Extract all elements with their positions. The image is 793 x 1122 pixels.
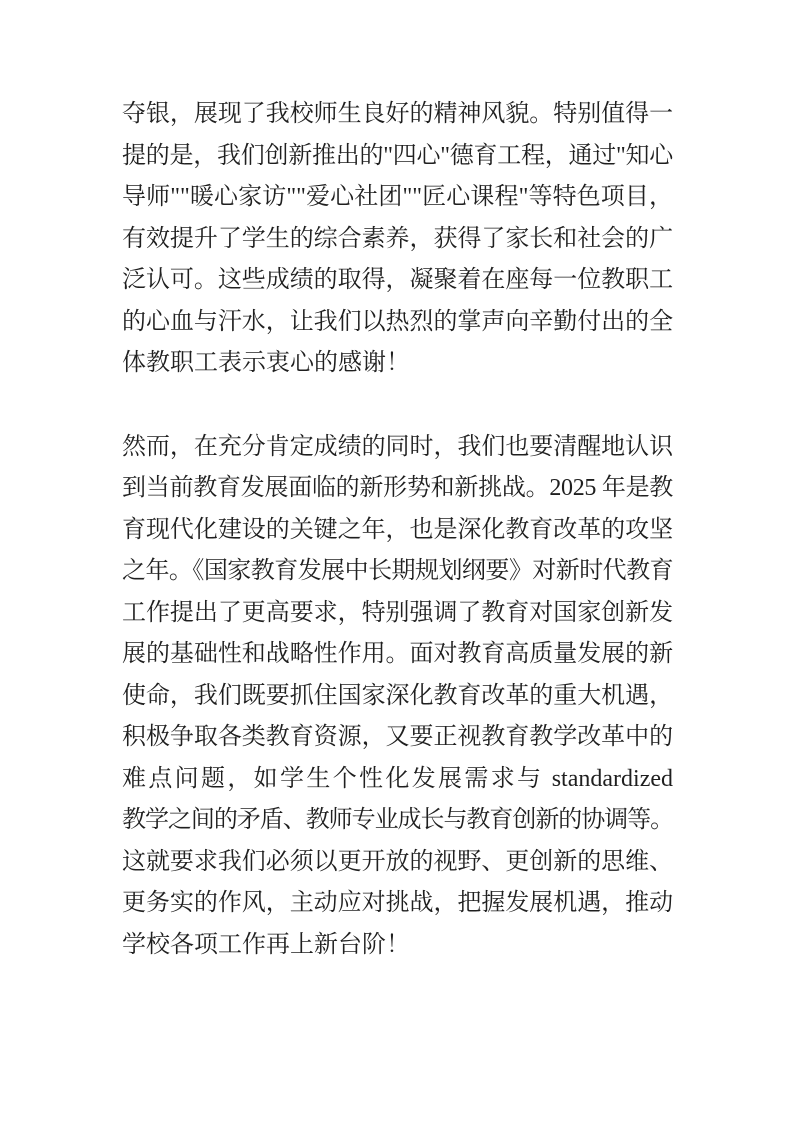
text-line: 有效提升了学生的综合素养，获得了家长和社会的广 <box>122 225 673 252</box>
document-body <box>122 94 673 1008</box>
text-line: 夺银，展现了我校师生良好的精神风貌。特别值得一 <box>122 101 673 127</box>
text-line: 的心血与汗水，让我们以热烈的掌声向辛勤付出的全 <box>122 308 673 335</box>
text-line: 育现代化建设的关键之年，也是深化教育改革的攻坚 <box>122 516 673 543</box>
text-line: 提的是，我们创新推出的"四心"德育工程，通过"知心 <box>122 142 673 169</box>
text-line: 展的基础性和战略性作用。面对教育高质量发展的新 <box>122 641 673 667</box>
text-line: 之年。《国家教育发展中长期规划纲要》对新时代教育 <box>122 558 673 584</box>
text-line: 工作提出了更高要求，特别强调了教育对国家创新发 <box>122 599 673 626</box>
text-line: 更务实的作风，主动应对挑战，把握发展机遇，推动 <box>122 890 673 916</box>
text-line: 难点问题，如学生个性化发展需求与 standardized <box>122 765 673 792</box>
paragraph <box>122 94 673 385</box>
text-line: 泛认可。这些成绩的取得，凝聚着在座每一位教职工 <box>122 267 673 293</box>
text-line: 到当前教育发展面临的新形势和新挑战。2025 年是教 <box>122 475 673 501</box>
text-line: 学校各项工作再上新台阶！ <box>122 931 410 958</box>
text-line: 积极争取各类教育资源，又要正视教育教学改革中的 <box>122 724 673 750</box>
text-line: 体教职工表示衷心的感谢！ <box>122 350 410 376</box>
text-line: 然而，在充分肯定成绩的同时，我们也要清醒地认识 <box>122 433 673 460</box>
text-line: 教学之间的矛盾、教师专业成长与教育创新的协调等。 <box>122 807 673 833</box>
text-line: 导师""暖心家访""爱心社团""匠心课程"等特色项目， <box>122 184 673 210</box>
text-line: 这就要求我们必须以更开放的视野、更创新的思维、 <box>122 848 673 875</box>
text-line: 使命，我们既要抓住国家深化教育改革的重大机遇， <box>122 682 673 709</box>
paragraph <box>122 427 673 967</box>
